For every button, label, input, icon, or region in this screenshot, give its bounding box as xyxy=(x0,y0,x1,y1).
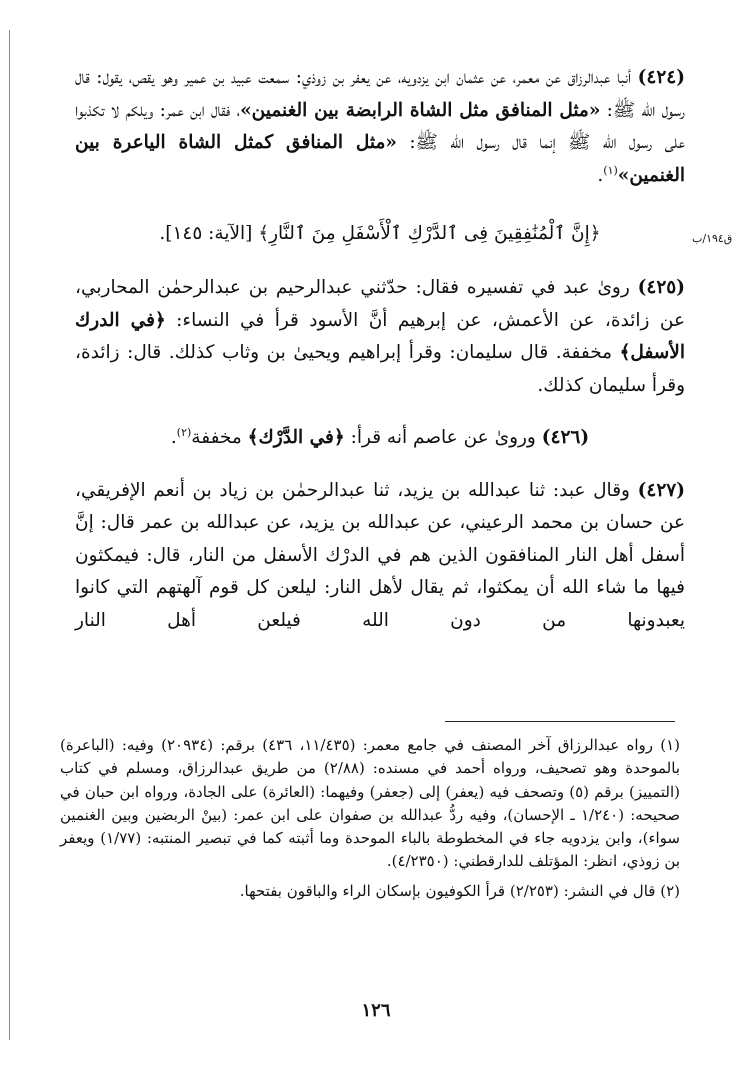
paragraph-425 xyxy=(75,272,685,402)
paragraph-424 xyxy=(75,62,685,192)
paragraph-text: روىٰ عبد في تفسيره فقال: حدّثني عبدالرحيم بن عبدالرحمٰن المحاربي، عن زائدة، عن الأعمش، عن إبرهيم أنَّ الأسود قرأ في النساء: xyxy=(75,277,685,331)
hadith-number: (٤٢٥) xyxy=(637,277,685,298)
footnote-number: (٢) xyxy=(660,881,680,900)
paragraph-text: أنبا عبدالرزاق عن معمر، عن عثمان ابن يزدويه، عن يعفر بن زوذي: سمعت عبيد بن عمير وهو يقص، يقول: قال رسول الله ﷺ: xyxy=(75,67,685,121)
quran-quote: ﴿في الدَّرْك﴾ xyxy=(247,427,345,448)
hadith-number: (٤٢٦) xyxy=(541,427,590,448)
footnote-2 xyxy=(60,880,680,903)
punctuation: . xyxy=(597,164,604,186)
hadith-number: (٤٢٧) xyxy=(637,479,685,501)
paragraph-text: ورویٰ عن عاصم أنه قرأ: xyxy=(344,427,542,448)
hadith-quote: «مثل المنافق مثل الشاة الرابضة بين الغنمين» xyxy=(240,99,601,121)
footnote-text: رواه عبدالرزاق آخر المصنف في جامع معمر: (١١/٤٣٥، ٤٣٦) برقم: (٢٠٩٣٤) وفيه: (الباعرة) بالموحدة وهو تصحيف، ورواه أحمد في مسنده: (٢/٨٨) من طريق عبدالرزاق، ومسلم في كتاب (التمييز) برقم (٥) وتصحف فيه (يعفر) إلى (جعفر) وفيهما: (العائرة) على الجادة، ورواه ابن حبان في صحيحه: (١/٢٤٠ ـ الإحسان)، وفيه ردُّ عبدالله بن صفوان على ابن عمر: (بينْ الربضين وبين الغنمين سواء)، وابن يزدويه جاء في المخطوطة بالباء الموحدة وما أثبته كما في تبصير المنتبه: (١/٧٧) ويعفر بن زوذي، انظر: المؤتلف للدارقطني: (٤/٢٣٥٠). xyxy=(60,736,681,871)
paragraph-text: وقال عبد: ثنا عبدالله بن يزيد، ثنا عبدالرحمٰن بن زياد بن أنعم الإفريقي، عن حسان بن محمد الرعيني، عن عبدالله بن يزيد، عن عبدالله بن عمر قال: إنَّ أسفل أهل النار المنافقون الذين هم في الدرْك الأسفل من النار، قال: فيمكثون فيها ما شاء الله أن يمكثوا، ثم يقال لأهل النار: ليلعن كل قوم آلهتهم التي كانوا يعبدونها من دون الله فيلعن أهل النار xyxy=(75,479,685,631)
hadith-quote: «مثل المنافق كمثل الشاة الياعرة بين الغنمين» xyxy=(75,132,685,186)
paragraph-text: مخففة xyxy=(191,427,248,448)
quran-quote: ﴿في الدرك الأسفل﴾ xyxy=(75,309,685,363)
paragraph-427 xyxy=(75,475,685,638)
hadith-number: (٤٢٤) xyxy=(637,67,685,88)
paragraph-426 xyxy=(75,422,685,455)
page-edge-line xyxy=(9,30,10,1040)
footnote-number: (١) xyxy=(660,736,680,754)
manuscript-folio-note: ق١٩٤/ب xyxy=(692,232,733,245)
footnotes xyxy=(60,734,680,903)
punctuation: . xyxy=(170,427,177,448)
footnote-separator xyxy=(445,721,675,722)
paragraph-text: ، فقال ابن عمر: ويلكم لا تكذبوا على رسول الله ﷺ إنما قال رسول الله ﷺ: xyxy=(75,99,685,153)
footnote-ref[interactable]: (١) xyxy=(603,163,618,177)
page-number: ١٢٦ xyxy=(361,1000,391,1021)
quran-verse-heading: ﴿إِنَّ ٱلْمُنَٰفِقِينَ فِى ٱلدَّرْكِ ٱلْأَسْفَلِ مِنَ ٱلنَّارِ﴾ [الآية: ١٤٥]. xyxy=(159,223,601,244)
main-text xyxy=(75,62,685,637)
footnote-text: قال في النشر: (٢/٢٥٣) قرأ الكوفيون بإسكان الراء والباقون بفتحها. xyxy=(239,881,656,900)
paragraph-text: مخففة. قال سليمان: وقرأ إبراهيم ويحيىٰ بن وثاب كذلك. قال: زائدة، وقرأ سليمان كذلك. xyxy=(75,342,685,396)
footnote-1 xyxy=(60,734,680,874)
footnote-ref[interactable]: (٢) xyxy=(176,425,192,439)
